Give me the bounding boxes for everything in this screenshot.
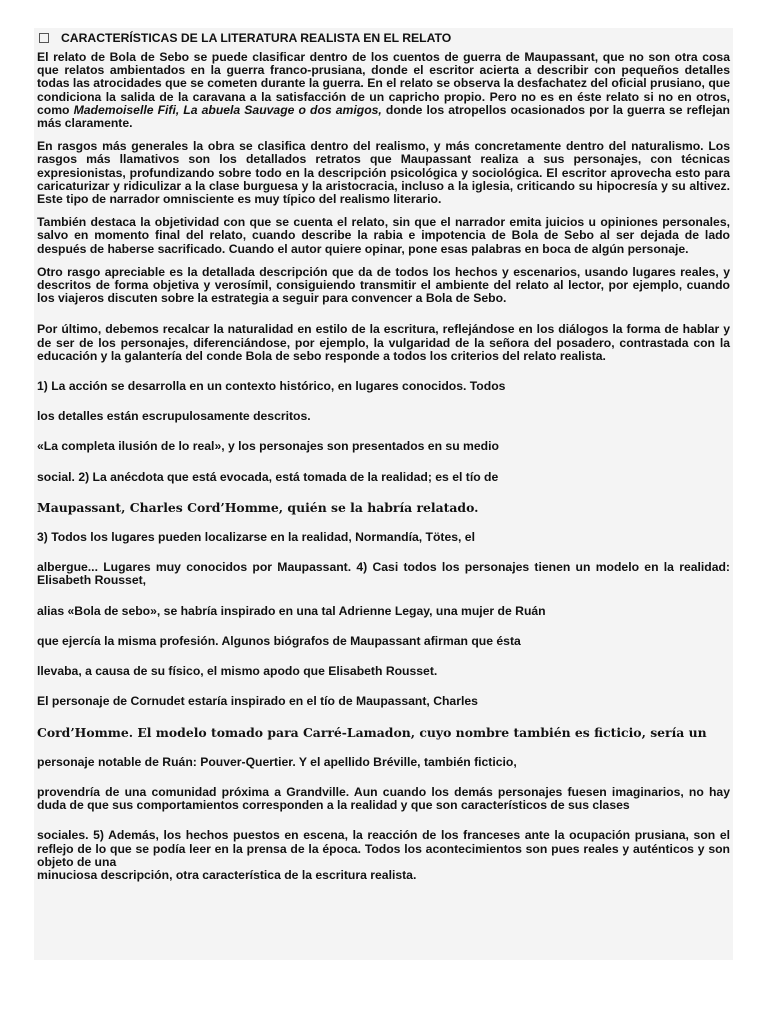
section-heading [37, 31, 730, 45]
paragraph-2: En rasgos más generales la obra se clasifica dentro del realismo, y más concretamente dentro del naturalismo. Los rasgos más llamativos son los detallados retratos que Maupassant realiza a sus personajes, con técnicas expresionistas, profundizando sobre todo en la descripción psicológica y sociológica. El escritor aprovecha esto para caricaturizar y ridiculizar a la clase burguesa y la aristocracia, incluso a la iglesia, criticando su hipocresía y su altivez. Este tipo de narrador omnisciente es muy típico del realismo literario. [37, 139, 730, 207]
text-line: alias «Bola de sebo», se habría inspirado en una tal Adrienne Legay, una mujer de Ruán [37, 603, 546, 618]
paragraph-5: Por último, debemos recalcar la naturalidad en estilo de la escritura, reflejándose en los diálogos la forma de hablar y de ser de los personajes, diferenciándose, por ejemplo, la vulgaridad de la señora del posadero, contrastada con la educación y la galantería del conde Bola de sebo responde a todos los criterios del relato realista. [37, 322, 730, 363]
text-line: social. 2) La anécdota que está evocada, está tomada de la realidad; es el tío de [37, 469, 499, 484]
text-line: Maupassant, Charles Cord’Homme, quién se la habría relatado. [37, 499, 479, 515]
text-line: provendría de una comunidad próxima a Grandville. Aun cuando los demás personajes fuesen imaginarios, no hay duda de que sus comportamientos corresponden a la realidad y que son característicos de sus clases [37, 784, 730, 813]
paragraph-1: El relato de Bola de Sebo se puede clasificar dentro de los cuentos de guerra de Maupassant, que no son otra cosa que relatos ambientados en la guerra franco-prusiana, donde el escritor acierta a describir con pequeños detalles todas las atrocidades que se cometen durante la guerra. En el relato se observa la desfachatez del oficial prusiano, que condiciona la salida de la caravana a la satisfacción de un capricho propio. Pero no es en éste relato si no en otros, como Mademoiselle Fifi, La abuela Sauvage o dos amigos, donde los atropellos ocasionados por la guerra se reflejan más claramente. [37, 50, 731, 131]
text-line: Cord’Homme. El modelo tomado para Carré-Lamadon, cuyo nombre también es ficticio, sería un [37, 724, 707, 740]
heading-text: CARACTERÍSTICAS DE LA LITERATURA REALISTA EN EL RELATO [61, 31, 452, 45]
text-line: llevaba, a causa de su físico, el mismo apodo que Elisabeth Rousset. [37, 664, 438, 679]
text-line: El personaje de Cornudet estaría inspirado en el tío de Maupassant, Charles [37, 694, 478, 709]
document-body [37, 31, 730, 882]
text-line: sociales. 5) Además, los hechos puestos en escena, la reacción de los franceses ante la ocupación prusiana, son el reflejo de lo que se podía leer en la prensa de la época. Todos los acontecimientos son pues reales y auténticos y son objeto de una [37, 828, 730, 869]
italic-titles: Mademoiselle Fifi, La abuela Sauvage o dos amigos, [73, 102, 382, 117]
paragraph-4: Otro rasgo apreciable es la detallada descripción que da de todos los hechos y escenarios, usando lugares reales, y descritos de forma objetiva y verosímil, consiguiendo transmitir el ambiente del relato al lector, por ejemplo, cuando los viajeros discuten sobre la estrategia a seguir para convencer a Bola de Sebo. [37, 264, 730, 306]
text-line: minuciosa descripción, otra característica de la escritura realista. [37, 867, 417, 882]
checkbox-bullet-icon [39, 33, 49, 43]
text-line: los detalles están escrupulosamente descritos. [37, 409, 311, 424]
text-line: 3) Todos los lugares pueden localizarse en la realidad, Normandía, Tötes, el [37, 530, 475, 545]
text-line: personaje notable de Ruán: Pouver-Quertier. Y el apellido Bréville, también ficticio, [37, 754, 517, 769]
paragraph-3: También destaca la objetividad con que se cuenta el relato, sin que el narrador emita juicios u opiniones personales, salvo en momento final del relato, cuando describe la rabia e impotencia de Bola de Sebo al ser dejada de lado después de haberse sacrificado. Cuando el autor quiere opinar, pone esas palabras en boca de algún personaje. [37, 215, 730, 256]
text-line: albergue... Lugares muy conocidos por Maupassant. 4) Casi todos los personajes tienen un modelo en la realidad: Elisabeth Rousset, [37, 560, 730, 588]
text-line: «La completa ilusión de lo real», y los personajes son presentados en su medio [37, 439, 499, 454]
text-line: que ejercía la misma profesión. Algunos biógrafos de Maupassant afirman que ésta [37, 633, 521, 648]
text-line: 1) La acción se desarrolla en un contexto histórico, en lugares conocidos. Todos [37, 379, 506, 394]
